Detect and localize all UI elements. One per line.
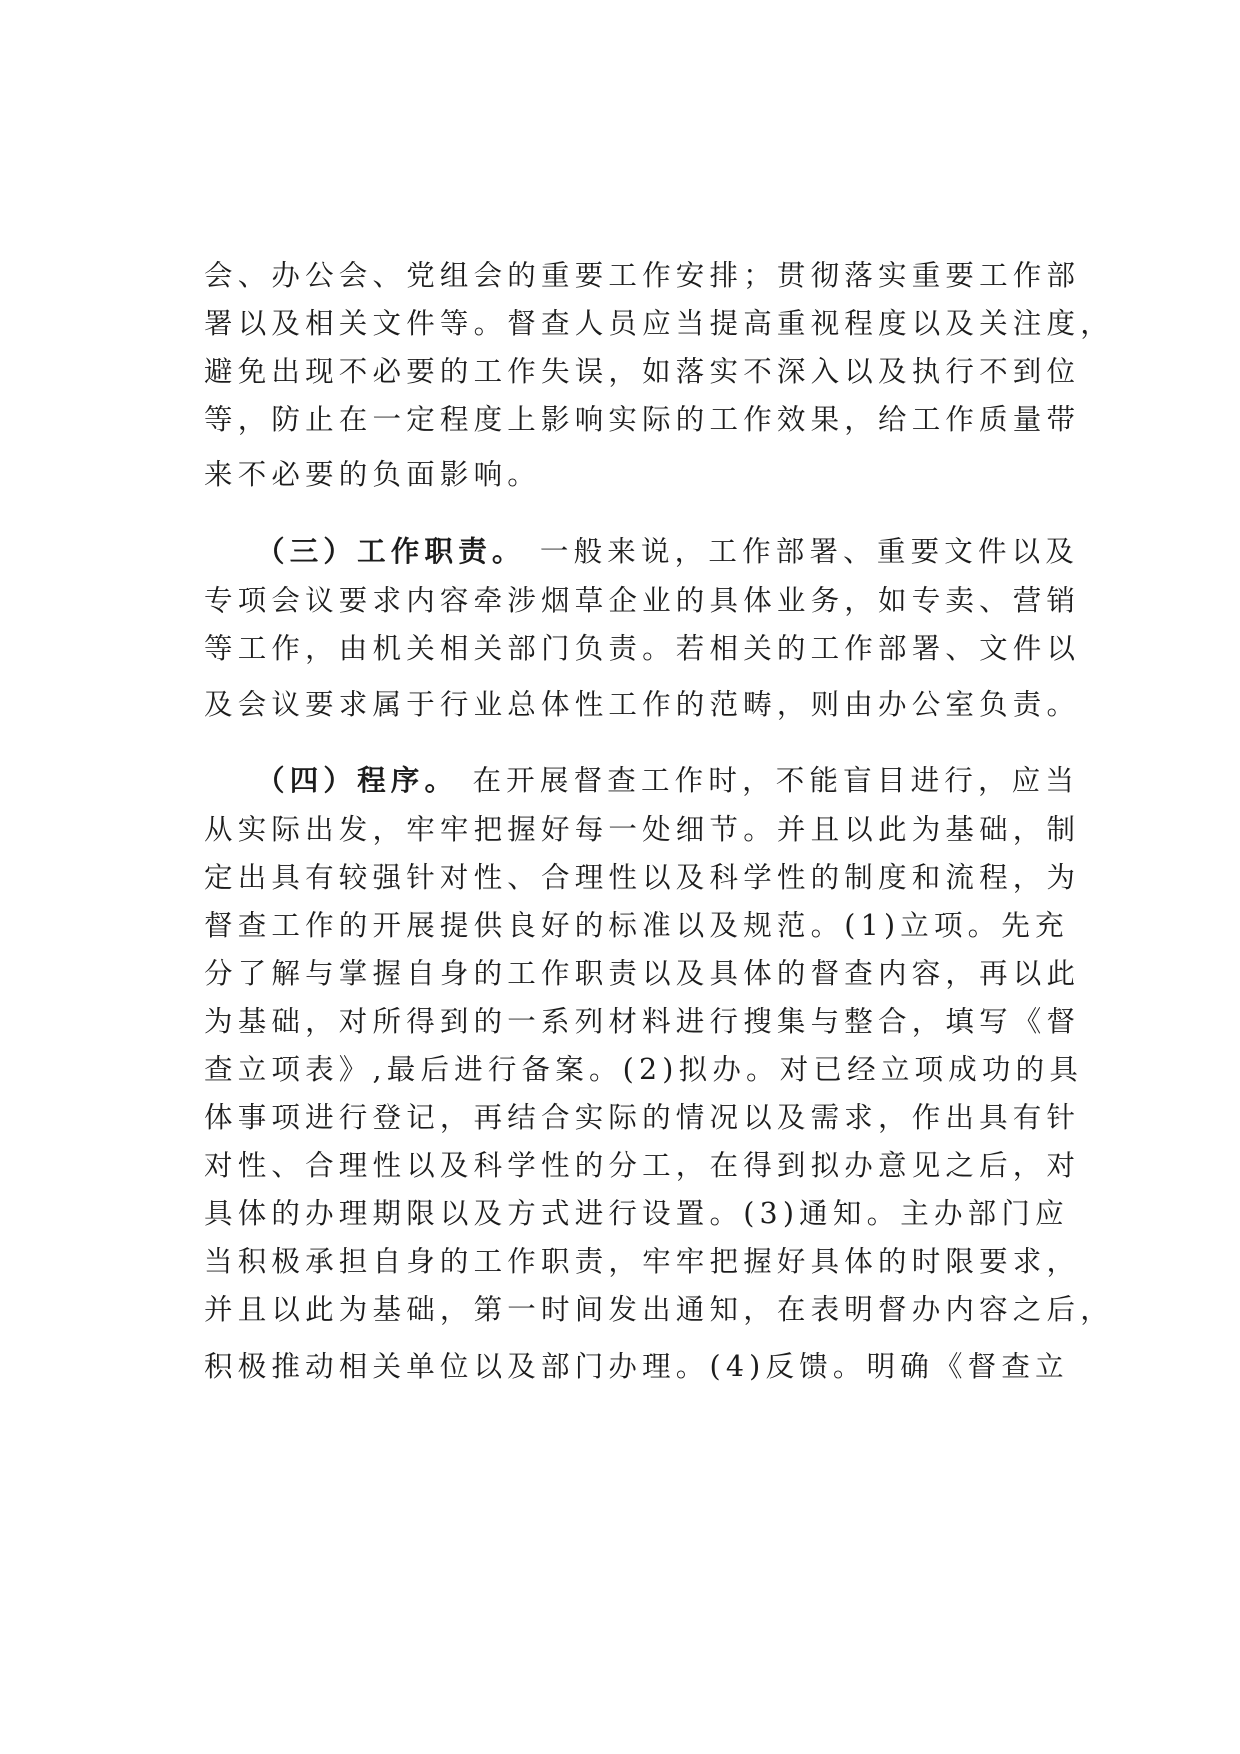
paragraph-3-first-line-text: 在开展督查工作时，不能盲目进行，应当 xyxy=(458,764,1080,797)
paragraph-3-line-9: 对性、合理性以及科学性的分工，在得到拟办意见之后，对 xyxy=(204,1149,1081,1182)
paragraph-3-line-5: 分了解与掌握自身的工作职责以及具体的督查内容，再以此 xyxy=(204,957,1081,990)
paragraph-3-line-13: 积极推动相关单位以及部门办理。(4)反馈。明确《督查立 xyxy=(204,1350,1069,1383)
section-heading-procedure: （四）程序。 xyxy=(256,763,459,797)
section-heading-duties: （三）工作职责。 xyxy=(256,534,526,568)
paragraph-1-line-4: 等，防止在一定程度上影响实际的工作效果，给工作质量带 xyxy=(204,403,1081,436)
paragraph-3-line-3: 定出具有较强针对性、合理性以及科学性的制度和流程，为 xyxy=(204,861,1081,894)
paragraph-3-line-12: 并且以此为基础，第一时间发出通知，在表明督办内容之后， xyxy=(204,1293,1114,1326)
paragraph-1-line-5: 来不必要的负面影响。 xyxy=(204,458,542,491)
paragraph-2-first-line-text: 一般来说，工作部署、重要文件以及 xyxy=(525,535,1080,568)
paragraph-3-line-2: 从实际出发，牢牢把握好每一处细节。并且以此为基础，制 xyxy=(204,813,1081,846)
paragraph-3-line-6: 为基础，对所得到的一系列材料进行搜集与整合，填写《督 xyxy=(204,1005,1081,1038)
paragraph-1-line-3: 避免出现不必要的工作失误，如落实不深入以及执行不到位 xyxy=(204,355,1081,388)
paragraph-3-line-1 xyxy=(256,758,1079,802)
paragraph-3-line-4: 督查工作的开展提供良好的标准以及规范。(1)立项。先充 xyxy=(204,909,1069,942)
paragraph-2-line-3: 等工作，由机关相关部门负责。若相关的工作部署、文件以 xyxy=(204,632,1081,665)
paragraph-3-line-8: 体事项进行登记，再结合实际的情况以及需求，作出具有针 xyxy=(204,1101,1081,1134)
paragraph-2-line-4: 及会议要求属于行业总体性工作的范畴，则由办公室负责。 xyxy=(204,688,1081,721)
paragraph-1-line-2: 署以及相关文件等。督查人员应当提高重视程度以及关注度， xyxy=(204,307,1114,340)
paragraph-2-line-2: 专项会议要求内容牵涉烟草企业的具体业务，如专卖、营销 xyxy=(204,584,1081,617)
paragraph-1-line-1: 会、办公会、党组会的重要工作安排；贯彻落实重要工作部 xyxy=(204,259,1081,292)
paragraph-3-line-10: 具体的办理期限以及方式进行设置。(3)通知。主办部门应 xyxy=(204,1197,1069,1230)
paragraph-3-line-11: 当积极承担自身的工作职责，牢牢把握好具体的时限要求， xyxy=(204,1245,1081,1278)
paragraph-3-line-7: 查立项表》,最后进行备案。(2)拟办。对已经立项成功的具 xyxy=(204,1053,1084,1086)
paragraph-2-line-1 xyxy=(256,529,1079,573)
